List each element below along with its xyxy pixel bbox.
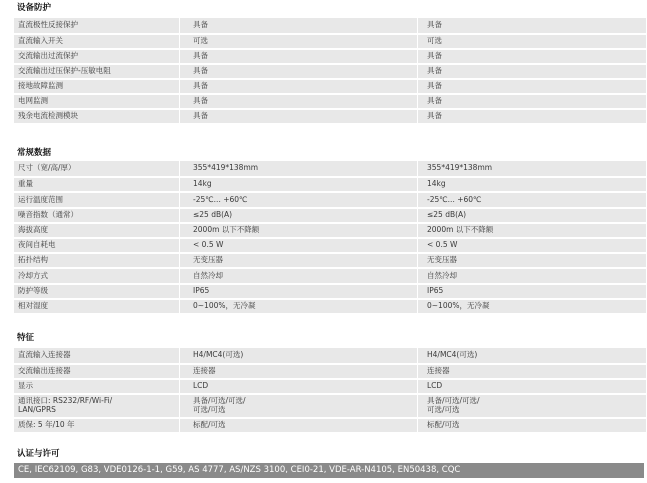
column-divider bbox=[179, 254, 180, 267]
table-row bbox=[14, 161, 646, 176]
value-model-a: 具备 bbox=[193, 111, 208, 121]
column-divider bbox=[179, 300, 180, 313]
value-model-b: 2000m 以下不降额 bbox=[427, 225, 494, 235]
column-divider bbox=[179, 178, 180, 191]
value-model-a: 具备 bbox=[193, 66, 208, 76]
table-row bbox=[14, 363, 646, 378]
column-divider bbox=[417, 18, 418, 33]
value-model-b: 连接器 bbox=[427, 366, 450, 376]
value-model-b: H4/MC4(可选) bbox=[427, 350, 478, 360]
column-divider bbox=[179, 269, 180, 282]
table-row bbox=[14, 417, 646, 432]
value-model-a: 具备 bbox=[193, 96, 208, 106]
table-row bbox=[14, 176, 646, 191]
column-divider bbox=[417, 209, 418, 222]
row-label: 直流输入连接器 bbox=[18, 350, 71, 360]
column-divider bbox=[179, 161, 180, 176]
row-label: 重量 bbox=[18, 179, 33, 189]
certification-bar: CE, IEC62109, G83, VDE0126-1-1, G59, AS 4777, AS/NZS 3100, CEI0-21, VDE-AR-N4105, EN50438, CQC bbox=[14, 463, 644, 478]
value-model-b: 14kg bbox=[427, 179, 446, 189]
table-row bbox=[14, 222, 646, 237]
value-model-a: < 0.5 W bbox=[193, 240, 224, 250]
row-label: 接地故障监测 bbox=[18, 81, 63, 91]
value-model-b: ≤25 dB(A) bbox=[427, 209, 467, 219]
value-model-b: 具备 bbox=[427, 111, 442, 121]
column-divider bbox=[417, 65, 418, 78]
value-model-b: < 0.5 W bbox=[427, 240, 458, 250]
column-divider bbox=[417, 300, 418, 313]
value-model-a: ≤25 dB(A) bbox=[193, 209, 233, 219]
value-model-a: 14kg bbox=[193, 179, 212, 189]
column-divider bbox=[417, 380, 418, 393]
value-model-b: 0~100%，无冷凝 bbox=[427, 300, 490, 310]
row-label: 交流输出过流保护 bbox=[18, 51, 78, 61]
row-label: 直流输入开关 bbox=[18, 36, 63, 46]
row-label: 显示 bbox=[18, 381, 33, 391]
column-divider bbox=[179, 80, 180, 93]
row-label: 残余电流检测模块 bbox=[18, 111, 78, 121]
table-row bbox=[14, 191, 646, 206]
row-label: 质保: 5 年/10 年 bbox=[18, 420, 75, 430]
column-divider bbox=[179, 193, 180, 206]
row-label: 冷却方式 bbox=[18, 270, 48, 280]
column-divider bbox=[417, 365, 418, 378]
value-model-b: 自然冷却 bbox=[427, 270, 457, 280]
column-divider bbox=[417, 395, 418, 417]
row-label: 直流极性反接保护 bbox=[18, 20, 78, 30]
value-model-b: IP65 bbox=[427, 285, 444, 295]
table-row bbox=[14, 93, 646, 108]
column-divider bbox=[417, 110, 418, 123]
column-divider bbox=[417, 193, 418, 206]
value-model-b: LCD bbox=[427, 381, 443, 391]
column-divider bbox=[179, 18, 180, 33]
column-divider bbox=[179, 50, 180, 63]
row-label: 夜间自耗电 bbox=[18, 240, 56, 250]
column-divider bbox=[179, 110, 180, 123]
column-divider bbox=[179, 95, 180, 108]
value-model-a: LCD bbox=[193, 381, 209, 391]
row-label: 交流输出过压保护-压敏电阻 bbox=[18, 66, 111, 76]
value-model-a: 标配/可选 bbox=[193, 420, 226, 430]
column-divider bbox=[417, 348, 418, 363]
column-divider bbox=[179, 65, 180, 78]
table-protection bbox=[14, 18, 646, 123]
value-model-a: -25℃... +60℃ bbox=[193, 194, 248, 204]
value-model-b: 无变压器 bbox=[427, 255, 457, 265]
table-row bbox=[14, 78, 646, 93]
table-general bbox=[14, 161, 646, 313]
table-row bbox=[14, 108, 646, 123]
table-row bbox=[14, 393, 646, 417]
table-row bbox=[14, 63, 646, 78]
column-divider bbox=[179, 365, 180, 378]
table-row bbox=[14, 33, 646, 48]
table-row bbox=[14, 207, 646, 222]
value-model-a: H4/MC4(可选) bbox=[193, 350, 244, 360]
value-model-b: 具备 bbox=[427, 51, 442, 61]
column-divider bbox=[417, 178, 418, 191]
row-label: 噪音指数（通常） bbox=[18, 209, 78, 219]
column-divider bbox=[179, 380, 180, 393]
column-divider bbox=[417, 80, 418, 93]
column-divider bbox=[417, 285, 418, 298]
table-row bbox=[14, 283, 646, 298]
value-model-a: 具备 bbox=[193, 20, 208, 30]
section-title-certification: 认证与许可 bbox=[17, 449, 60, 459]
table-features bbox=[14, 348, 646, 432]
column-divider bbox=[179, 348, 180, 363]
value-model-b: 具备/可选/可选/ 可选/可选 bbox=[427, 396, 480, 414]
value-model-b: 具备 bbox=[427, 81, 442, 91]
row-label: 运行温度范围 bbox=[18, 194, 63, 204]
row-label: 海拔高度 bbox=[18, 225, 48, 235]
value-model-a: 连接器 bbox=[193, 366, 216, 376]
table-row bbox=[14, 348, 646, 363]
value-model-b: 具备 bbox=[427, 20, 442, 30]
value-model-b: 可选 bbox=[427, 36, 442, 46]
value-model-a: 具备 bbox=[193, 51, 208, 61]
column-divider bbox=[417, 239, 418, 252]
column-divider bbox=[179, 419, 180, 432]
column-divider bbox=[417, 269, 418, 282]
column-divider bbox=[179, 209, 180, 222]
row-label: 相对湿度 bbox=[18, 300, 48, 310]
column-divider bbox=[417, 35, 418, 48]
value-model-a: 可选 bbox=[193, 36, 208, 46]
table-row bbox=[14, 237, 646, 252]
section-title-features: 特征 bbox=[17, 333, 35, 343]
value-model-a: 具备/可选/可选/ 可选/可选 bbox=[193, 396, 246, 414]
column-divider bbox=[417, 224, 418, 237]
column-divider bbox=[179, 285, 180, 298]
table-row bbox=[14, 298, 646, 313]
column-divider bbox=[179, 224, 180, 237]
value-model-b: 355*419*138mm bbox=[427, 163, 493, 173]
table-row bbox=[14, 18, 646, 33]
column-divider bbox=[417, 95, 418, 108]
value-model-a: 2000m 以下不降额 bbox=[193, 225, 260, 235]
column-divider bbox=[417, 161, 418, 176]
row-label: 通讯接口: RS232/RF/Wi-Fi/ LAN/GPRS bbox=[18, 396, 113, 414]
value-model-a: 355*419*138mm bbox=[193, 163, 259, 173]
row-label: 电网监测 bbox=[18, 96, 48, 106]
value-model-a: IP65 bbox=[193, 285, 210, 295]
row-label: 拓扑结构 bbox=[18, 255, 48, 265]
row-label: 尺寸（宽/高/厚） bbox=[18, 163, 76, 173]
row-label: 交流输出连接器 bbox=[18, 366, 71, 376]
section-title-protection: 设备防护 bbox=[17, 3, 52, 13]
value-model-b: 具备 bbox=[427, 96, 442, 106]
section-title-general: 常规数据 bbox=[17, 148, 52, 158]
table-row bbox=[14, 252, 646, 267]
value-model-a: 具备 bbox=[193, 81, 208, 91]
value-model-b: 具备 bbox=[427, 66, 442, 76]
table-row bbox=[14, 48, 646, 63]
value-model-a: 自然冷却 bbox=[193, 270, 223, 280]
column-divider bbox=[417, 50, 418, 63]
value-model-a: 无变压器 bbox=[193, 255, 223, 265]
value-model-b: -25℃... +60℃ bbox=[427, 194, 482, 204]
column-divider bbox=[179, 35, 180, 48]
table-row bbox=[14, 267, 646, 282]
table-row bbox=[14, 378, 646, 393]
column-divider bbox=[417, 254, 418, 267]
value-model-b: 标配/可选 bbox=[427, 420, 460, 430]
column-divider bbox=[179, 239, 180, 252]
value-model-a: 0~100%，无冷凝 bbox=[193, 300, 256, 310]
column-divider bbox=[179, 395, 180, 417]
column-divider bbox=[417, 419, 418, 432]
row-label: 防护等级 bbox=[18, 285, 48, 295]
